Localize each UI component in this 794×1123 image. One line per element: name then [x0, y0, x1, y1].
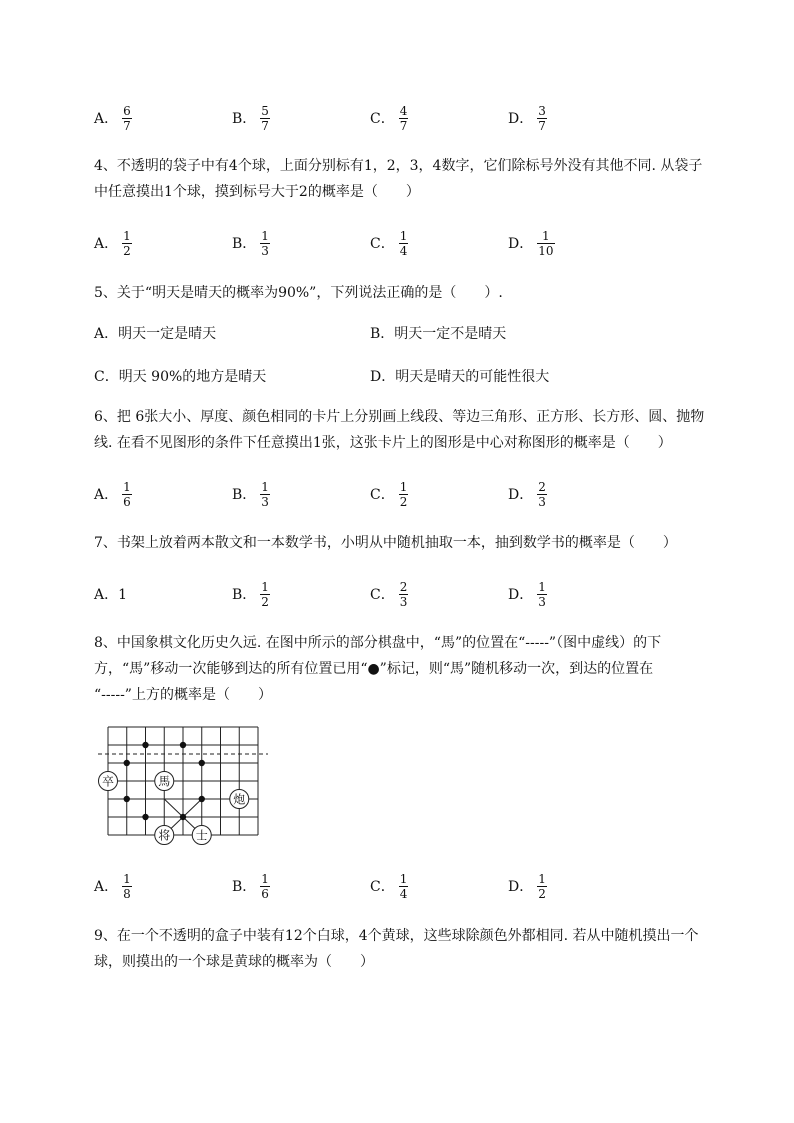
- q6-option-c[interactable]: C． $\frac{1}{2}$: [370, 479, 408, 509]
- fraction: $\frac{2}{3}$: [399, 579, 408, 609]
- question-text: 球，则摸出的一个球是黄球的概率为（ ）: [94, 954, 374, 970]
- q3-option-b[interactable]: B． $\frac{5}{7}$: [232, 103, 269, 133]
- dot-marker: [124, 760, 130, 766]
- svg-text:炮: 炮: [233, 792, 246, 807]
- dot-marker: [142, 814, 148, 820]
- question-4: [94, 153, 754, 205]
- chessboard-diagram: [96, 722, 272, 850]
- fraction: $\frac{2}{3}$: [538, 479, 546, 509]
- fraction: $\frac{6}{7}$: [123, 103, 131, 133]
- q5-option-a[interactable]: A．明天一定是晴天: [94, 326, 217, 342]
- question-7: [94, 530, 754, 556]
- fraction: $\frac{1}{3}$: [261, 228, 269, 258]
- fraction: $\frac{1}{3}$: [261, 479, 269, 509]
- fraction: $\frac{1}{2}$: [123, 228, 131, 258]
- question-9: [94, 923, 754, 975]
- piece-jiang: [155, 826, 174, 845]
- question-6: [94, 404, 754, 456]
- q4-options: [94, 225, 754, 261]
- svg-text:卒: 卒: [101, 774, 115, 789]
- q5-options-row2: [94, 366, 754, 390]
- q4-option-c[interactable]: C． $\frac{1}{4}$: [370, 228, 408, 258]
- fraction: $\frac{5}{7}$: [261, 103, 269, 133]
- question-8: [94, 630, 754, 708]
- dot-marker: [199, 760, 205, 766]
- fraction: $\frac{1}{2}$: [399, 479, 408, 509]
- q4-option-b[interactable]: B． $\frac{1}{3}$: [232, 228, 269, 258]
- fraction: $\frac{1}{6}$: [123, 479, 131, 509]
- q7-option-d[interactable]: D． $\frac{1}{3}$: [508, 579, 546, 609]
- fraction: $\frac{1}{6}$: [261, 871, 269, 901]
- q6-option-d[interactable]: D． $\frac{2}{3}$: [508, 479, 546, 509]
- dot-marker: [180, 814, 186, 820]
- svg-text:馬: 馬: [158, 774, 171, 789]
- q5-option-b[interactable]: B．明天一定不是晴天: [370, 326, 507, 342]
- fraction: $\frac{3}{7}$: [538, 103, 546, 133]
- q5-options-row1: [94, 323, 754, 347]
- q8-option-a[interactable]: A． $\frac{1}{8}$: [94, 871, 131, 901]
- q8-option-d[interactable]: D． $\frac{1}{2}$: [508, 871, 546, 901]
- q8-option-c[interactable]: C． $\frac{1}{4}$: [370, 871, 408, 901]
- q6-option-a[interactable]: A． $\frac{1}{6}$: [94, 479, 131, 509]
- fraction: $\frac{1}{8}$: [123, 871, 131, 901]
- q4-option-a[interactable]: A． $\frac{1}{2}$: [94, 228, 131, 258]
- fraction: $\frac{4}{7}$: [399, 103, 408, 133]
- fraction: $\frac{1}{4}$: [399, 228, 408, 258]
- q6-options: [94, 476, 754, 512]
- fraction: $\frac{1}{3}$: [538, 579, 546, 609]
- q4-option-d[interactable]: D． $\frac{1}{10}$: [508, 228, 554, 258]
- question-text: 7、书架上放着两本散文和一本数学书，小明从中随机抽取一本，抽到数学书的概率是（ ）: [94, 535, 677, 551]
- question-text: 线. 在看不见图形的条件下任意摸出1张，这张卡片上的图形是中心对称图形的概率是（ ）: [94, 435, 672, 451]
- q7-option-b[interactable]: B． $\frac{1}{2}$: [232, 579, 269, 609]
- question-5: [94, 280, 754, 306]
- question-text: 5、关于“明天是晴天的概率为90%”，下列说法正确的是（ ）.: [94, 285, 503, 301]
- svg-text:士: 士: [195, 828, 208, 843]
- q5-option-c[interactable]: C．明天 90%的地方是晴天: [94, 369, 267, 385]
- piece-pao: [230, 790, 249, 809]
- question-text: 4、不透明的袋子中有4个球，上面分别标有1，2，3，4数字，它们除标号外没有其他不同. 从袋子: [94, 158, 703, 174]
- q3-option-c[interactable]: C． $\frac{4}{7}$: [370, 103, 408, 133]
- fraction: $\frac{1}{10}$: [538, 228, 554, 258]
- q3-option-d[interactable]: D． $\frac{3}{7}$: [508, 103, 546, 133]
- question-text: 9、在一个不透明的盒子中装有12个白球，4个黄球，这些球除颜色外都相同. 若从中随机摸出一个: [94, 928, 699, 944]
- q7-option-a[interactable]: A．1: [94, 587, 128, 603]
- question-text: “-----”上方的概率是（ ）: [94, 687, 272, 703]
- q3-options: [94, 100, 754, 136]
- q3-option-a[interactable]: A． $\frac{6}{7}$: [94, 103, 131, 133]
- q8-options: [94, 868, 754, 904]
- fraction: $\frac{1}{2}$: [538, 871, 546, 901]
- piece-zu: [99, 772, 118, 791]
- dot-marker: [142, 742, 148, 748]
- q5-option-d[interactable]: D．明天是晴天的可能性很大: [370, 369, 550, 385]
- q7-options: [94, 576, 754, 612]
- question-text: 中任意摸出1个球，摸到标号大于2的概率是（ ）: [94, 184, 420, 200]
- piece-ma: [155, 772, 174, 791]
- svg-text:将: 将: [158, 828, 171, 843]
- q7-option-c[interactable]: C． $\frac{2}{3}$: [370, 579, 408, 609]
- fraction: $\frac{1}{4}$: [399, 871, 408, 901]
- q6-option-b[interactable]: B． $\frac{1}{3}$: [232, 479, 269, 509]
- question-text: 8、中国象棋文化历史久远. 在图中所示的部分棋盘中，“馬”的位置在“-----”（图中虚线）的下: [94, 635, 662, 651]
- fraction: $\frac{1}{2}$: [261, 579, 269, 609]
- dot-marker: [199, 796, 205, 802]
- question-text: 6、把 6张大小、厚度、颜色相同的卡片上分别画上线段、等边三角形、正方形、长方形、圆、抛物: [94, 409, 705, 425]
- piece-shi: [192, 826, 211, 845]
- dot-marker: [124, 796, 130, 802]
- question-text: 方，“馬”移动一次能够到达的所有位置已用“●”标记，则“馬”随机移动一次，到达的位置在: [94, 661, 654, 677]
- q8-option-b[interactable]: B． $\frac{1}{6}$: [232, 871, 269, 901]
- dot-marker: [180, 742, 186, 748]
